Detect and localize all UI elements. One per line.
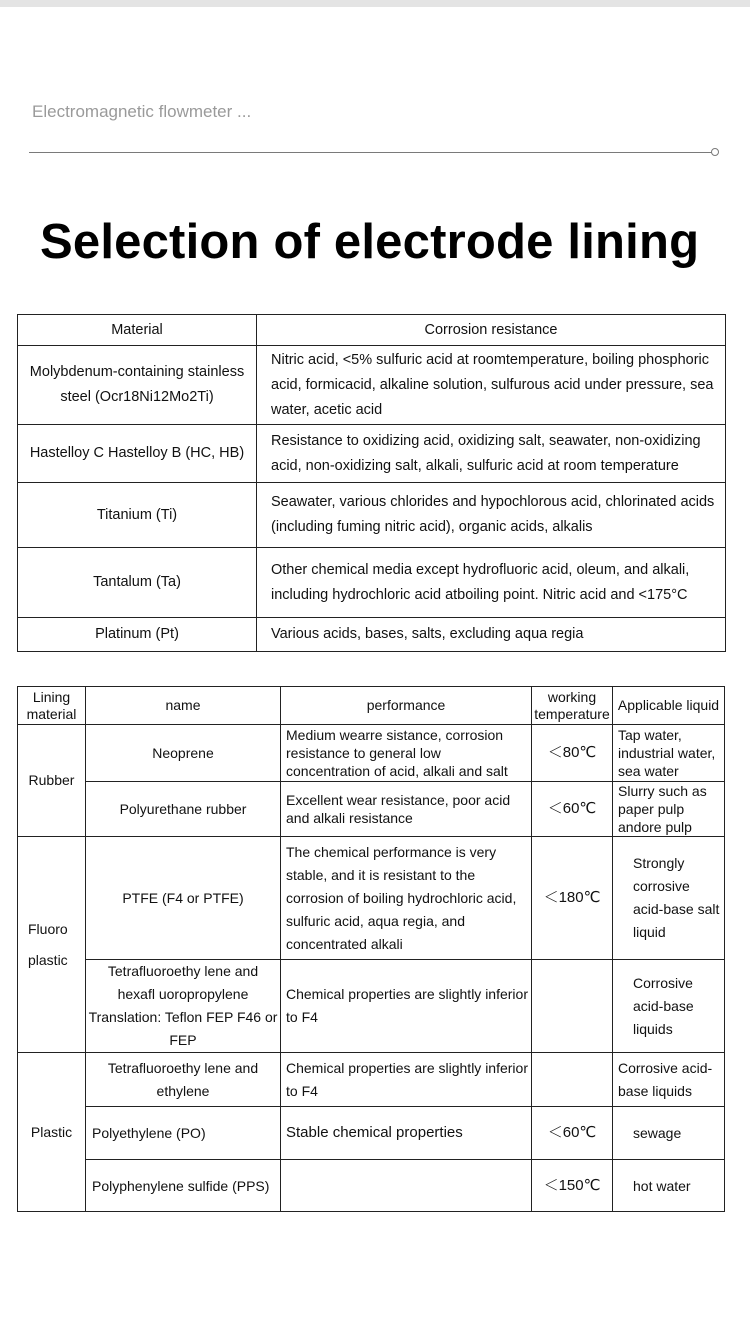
column-header-working-temperature: working temperature (532, 687, 613, 725)
name-cell: Tetrafluoroethy lene and ethylene (86, 1053, 281, 1107)
performance-cell: Excellent wear resistance, poor acid and alkali resistance (281, 782, 532, 837)
performance-cell (281, 1160, 532, 1212)
table-row (18, 618, 726, 652)
resistance-cell: Other chemical media except hydrofluoric acid, oleum, and alkali, including hydrochloric acid atboiling point. Nitric acid and <175°C (257, 548, 726, 618)
table-row (18, 782, 725, 837)
performance-cell: Chemical properties are slightly inferior to F4 (281, 1053, 532, 1107)
temperature-cell: ＜80℃ (532, 725, 613, 782)
material-cell: Tantalum (Ta) (18, 548, 257, 618)
resistance-cell: Resistance to oxidizing acid, oxidizing salt, seawater, non-oxidizing acid, non-oxidizing salt, alkali, sulfuric acid at room temperature (257, 425, 726, 483)
temperature-cell: ＜60℃ (532, 782, 613, 837)
performance-cell: The chemical performance is very stable, and it is resistant to the corrosion of boiling hydrochloric acid, sulfuric acid, aqua regia, and concentrated alkali (281, 837, 532, 960)
table-row (18, 346, 726, 425)
table-row (18, 483, 726, 548)
performance-cell: Stable chemical properties (281, 1107, 532, 1160)
resistance-cell: Various acids, bases, salts, excluding aqua regia (257, 618, 726, 652)
temperature-cell: ＜150℃ (532, 1160, 613, 1212)
table-row (18, 725, 725, 782)
electrode-material-table (17, 314, 726, 652)
table-row (18, 1053, 725, 1107)
name-cell: Polyphenylene sulfide (PPS) (86, 1160, 281, 1212)
resistance-cell: Seawater, various chlorides and hypochlorous acid, chlorinated acids (including fuming nitric acid), organic acids, alkalis (257, 483, 726, 548)
temperature-cell: ＜180℃ (532, 837, 613, 960)
name-cell: Polyethylene (PO) (86, 1107, 281, 1160)
table-row (18, 960, 725, 1053)
material-cell: Platinum (Pt) (18, 618, 257, 652)
table-row (18, 548, 726, 618)
table-header-row (18, 687, 725, 725)
material-cell: Titanium (Ti) (18, 483, 257, 548)
name-cell: Tetrafluoroethy lene and hexafl uoropropylene Translation: Teflon FEP F46 or FEP (86, 960, 281, 1053)
material-cell: Molybdenum-containing stainless steel (Ocr18Ni12Mo2Ti) (18, 346, 257, 425)
breadcrumb-divider (29, 152, 713, 153)
column-header-corrosion-resistance: Corrosion resistance (257, 315, 726, 346)
liquid-cell: Tap water, industrial water, sea water (613, 725, 725, 782)
liquid-cell: Corrosive acid-base liquids (613, 960, 725, 1053)
column-header-lining-material: Lining material (18, 687, 86, 725)
column-header-name: name (86, 687, 281, 725)
category-cell: Fluoro plastic (18, 837, 86, 1053)
table-row (18, 1160, 725, 1212)
top-status-strip (0, 0, 750, 7)
column-header-applicable-liquid: Applicable liquid (613, 687, 725, 725)
table-row (18, 425, 726, 483)
column-header-performance: performance (281, 687, 532, 725)
name-cell: Neoprene (86, 725, 281, 782)
table-row (18, 1107, 725, 1160)
table-row (18, 837, 725, 960)
page-title: Selection of electrode lining (40, 215, 700, 269)
liquid-cell: sewage (613, 1107, 725, 1160)
material-cell: Hastelloy C Hastelloy B (HC, HB) (18, 425, 257, 483)
temperature-cell (532, 960, 613, 1053)
category-cell: Plastic (18, 1053, 86, 1212)
liquid-cell: Corrosive acid-base liquids (613, 1053, 725, 1107)
table-header-row (18, 315, 726, 346)
lining-material-table (17, 686, 725, 1212)
temperature-cell (532, 1053, 613, 1107)
performance-cell: Medium wearre sistance, corrosion resistance to general low concentration of acid, alkali and salt (281, 725, 532, 782)
column-header-material: Material (18, 315, 257, 346)
divider-end-dot (711, 148, 719, 156)
breadcrumb[interactable]: Electromagnetic flowmeter ... (32, 102, 252, 121)
resistance-cell: Nitric acid, <5% sulfuric acid at roomtemperature, boiling phosphoric acid, formicacid, alkaline solution, sulfurous acid under pressure, sea water, acetic acid (257, 346, 726, 425)
name-cell: Polyurethane rubber (86, 782, 281, 837)
category-cell: Rubber (18, 725, 86, 837)
temperature-cell: ＜60℃ (532, 1107, 613, 1160)
name-cell: PTFE (F4 or PTFE) (86, 837, 281, 960)
liquid-cell: hot water (613, 1160, 725, 1212)
liquid-cell: Slurry such as paper pulp andore pulp (613, 782, 725, 837)
performance-cell: Chemical properties are slightly inferior to F4 (281, 960, 532, 1053)
liquid-cell: Strongly corrosive acid-base salt liquid (613, 837, 725, 960)
